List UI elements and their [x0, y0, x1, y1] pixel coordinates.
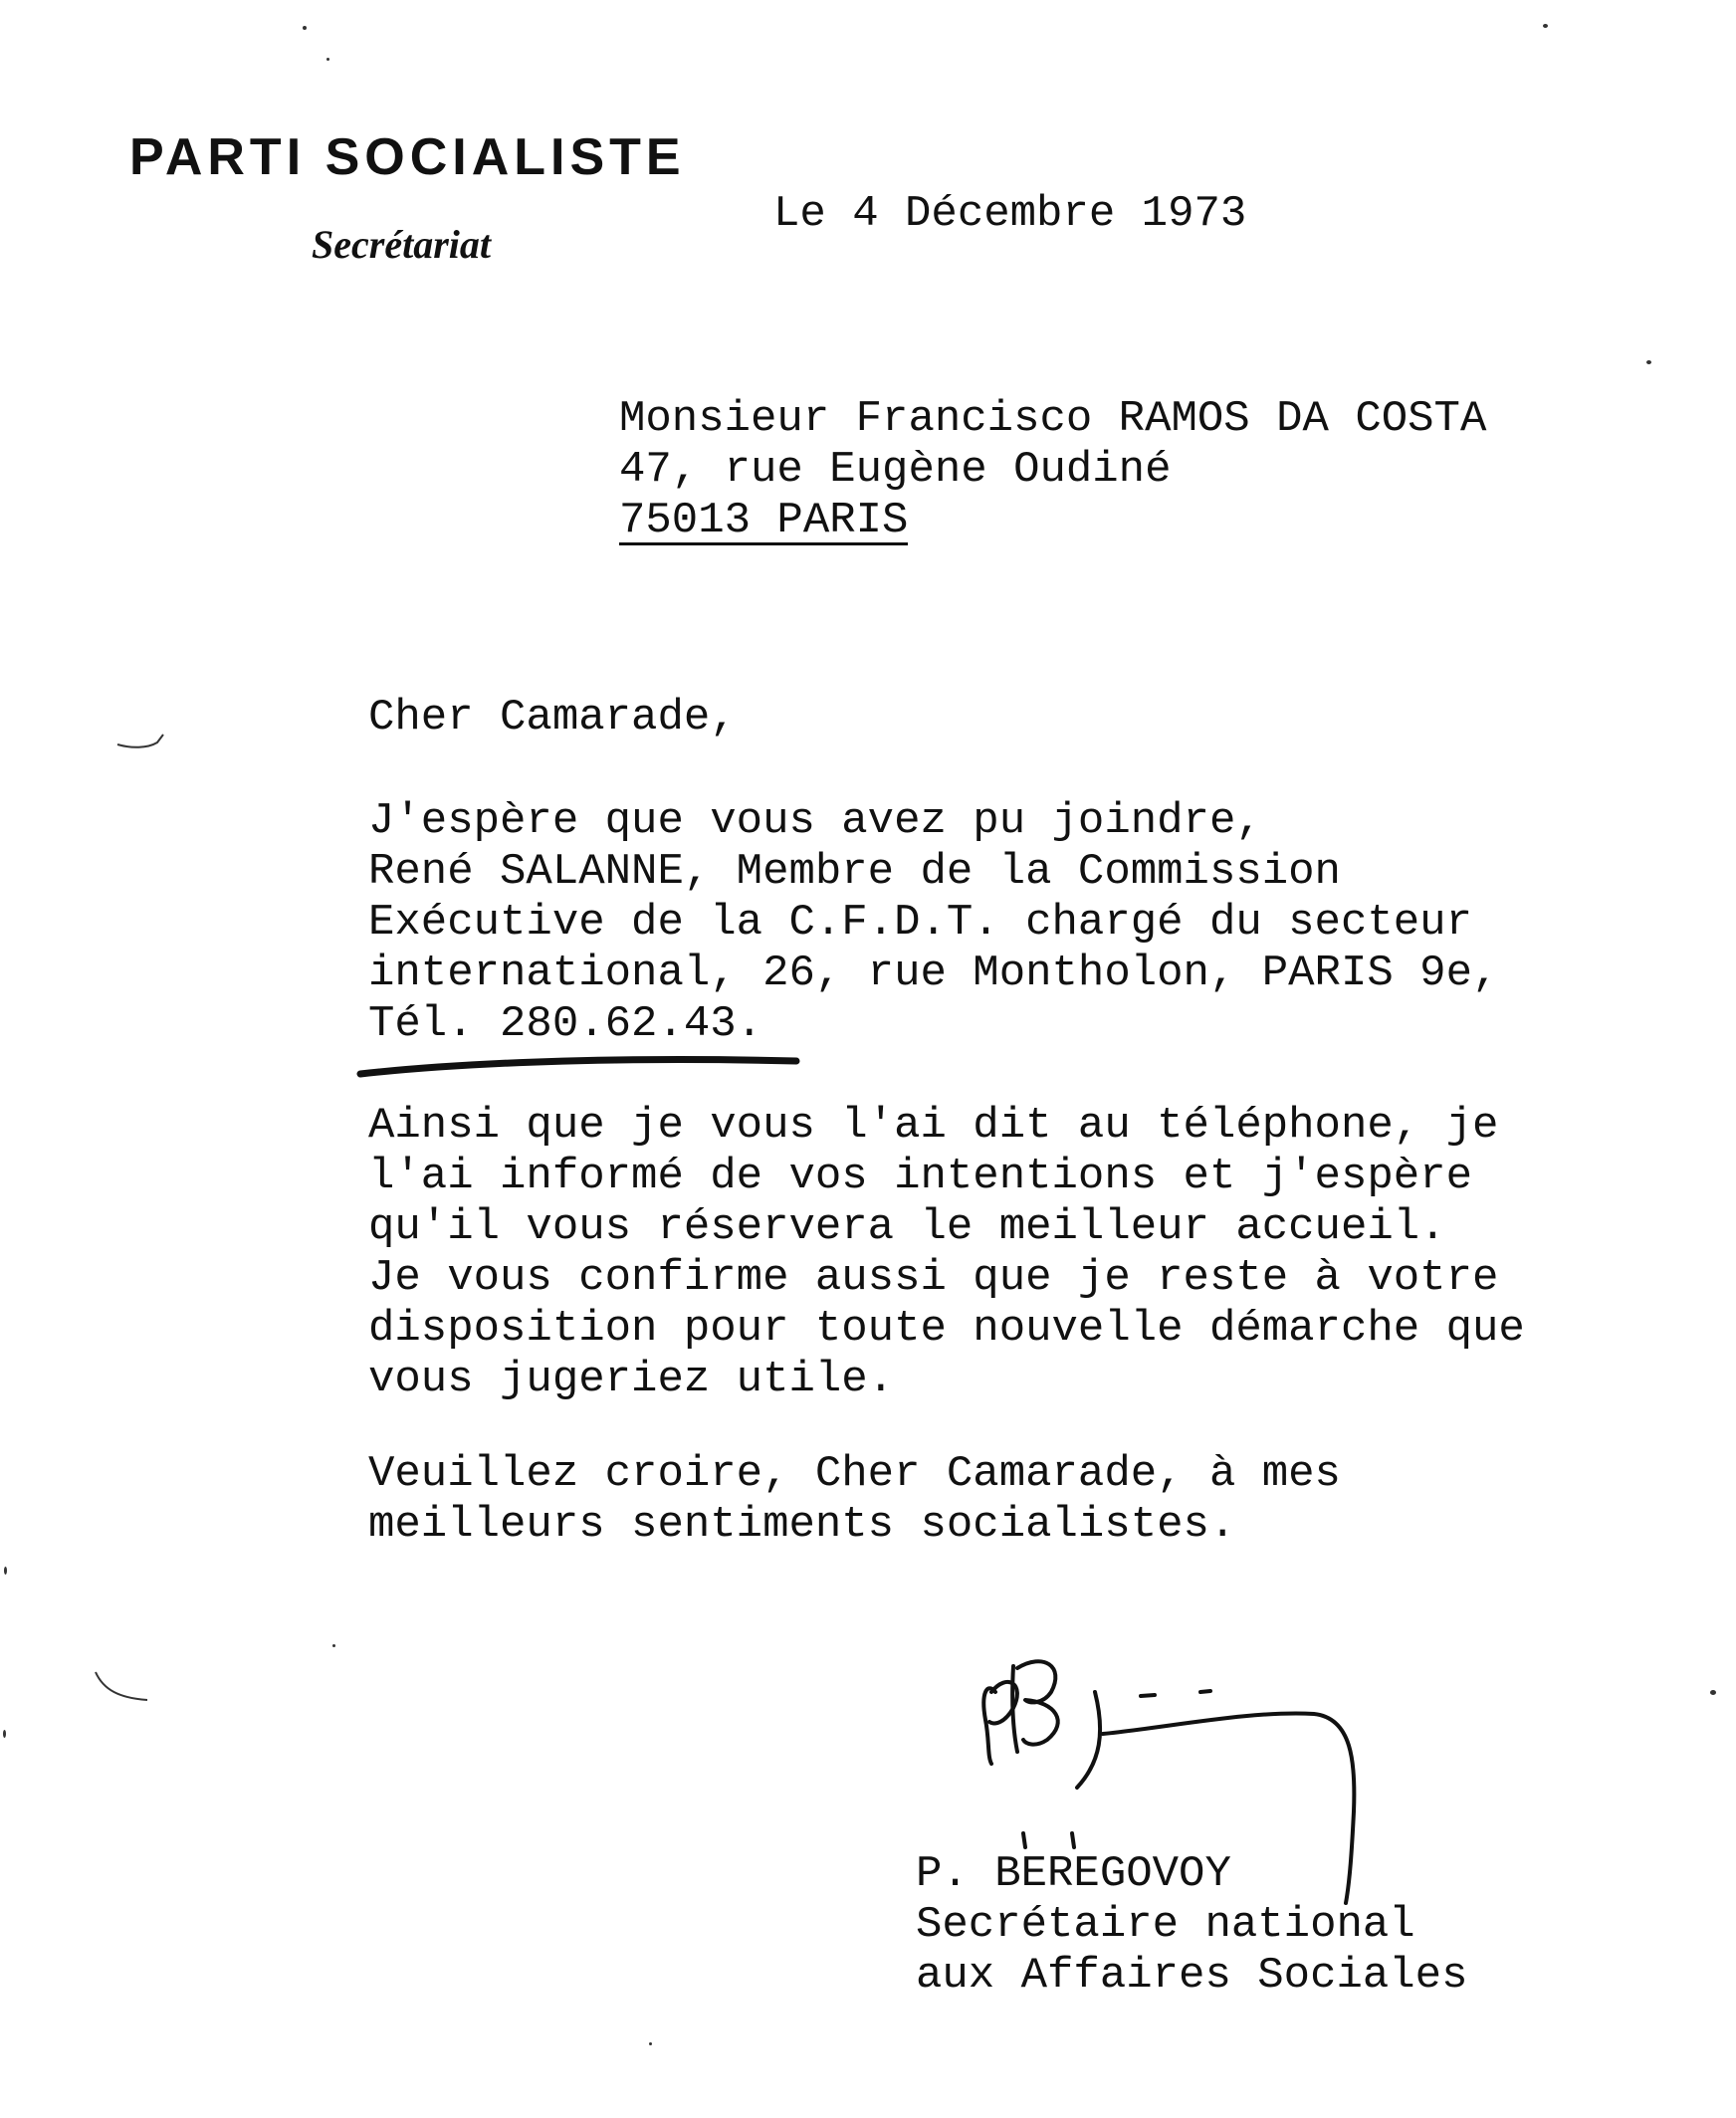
scan-mark: [96, 1672, 147, 1700]
letterhead-department: Secrétariat: [312, 222, 491, 267]
paragraph-line: international, 26, rue Montholon, PARIS 9e,: [368, 949, 1499, 998]
signatory-title: Secrétaire national: [916, 1900, 1415, 1950]
paragraph-line: vous jugeriez utile.: [368, 1355, 895, 1404]
accent-mark: [1023, 1833, 1025, 1847]
accent-mark: [1072, 1833, 1074, 1847]
paragraph-line: meilleurs sentiments socialistes.: [368, 1500, 1236, 1550]
recipient-name: Monsieur Francisco RAMOS DA COSTA: [619, 394, 1487, 444]
letter-date: Le 4 Décembre 1973: [773, 189, 1247, 239]
signatory-name: P. BEREGOVOY: [916, 1849, 1231, 1899]
paragraph-line: J'espère que vous avez pu joindre,: [368, 796, 1262, 846]
handwritten-underline: [360, 1060, 796, 1074]
paragraph-line: René SALANNE, Membre de la Commission: [368, 847, 1341, 897]
paragraph-line: Exécutive de la C.F.D.T. chargé du secteur: [368, 898, 1472, 948]
letterhead-organization: PARTI SOCIALISTE: [129, 128, 686, 186]
signatory-department: aux Affaires Sociales: [916, 1951, 1468, 2001]
paragraph-line: disposition pour toute nouvelle démarche que: [368, 1304, 1525, 1354]
paragraph-line: qu'il vous réservera le meilleur accueil.: [368, 1202, 1446, 1252]
scan-mark: [117, 735, 163, 747]
salutation: Cher Camarade,: [368, 693, 737, 742]
paragraph-line: Je vous confirme aussi que je reste à votre: [368, 1253, 1499, 1303]
paragraph-line: Tél. 280.62.43.: [368, 999, 763, 1049]
recipient-city: 75013 PARIS: [619, 496, 909, 545]
recipient-street: 47, rue Eugène Oudiné: [619, 445, 1172, 495]
paragraph-line: Ainsi que je vous l'ai dit au téléphone, je: [368, 1101, 1499, 1151]
paragraph-line: l'ai informé de vos intentions et j'espère: [368, 1152, 1472, 1201]
paragraph-line: Veuillez croire, Cher Camarade, à mes: [368, 1449, 1341, 1499]
handwritten-signature: [983, 1661, 1354, 1903]
